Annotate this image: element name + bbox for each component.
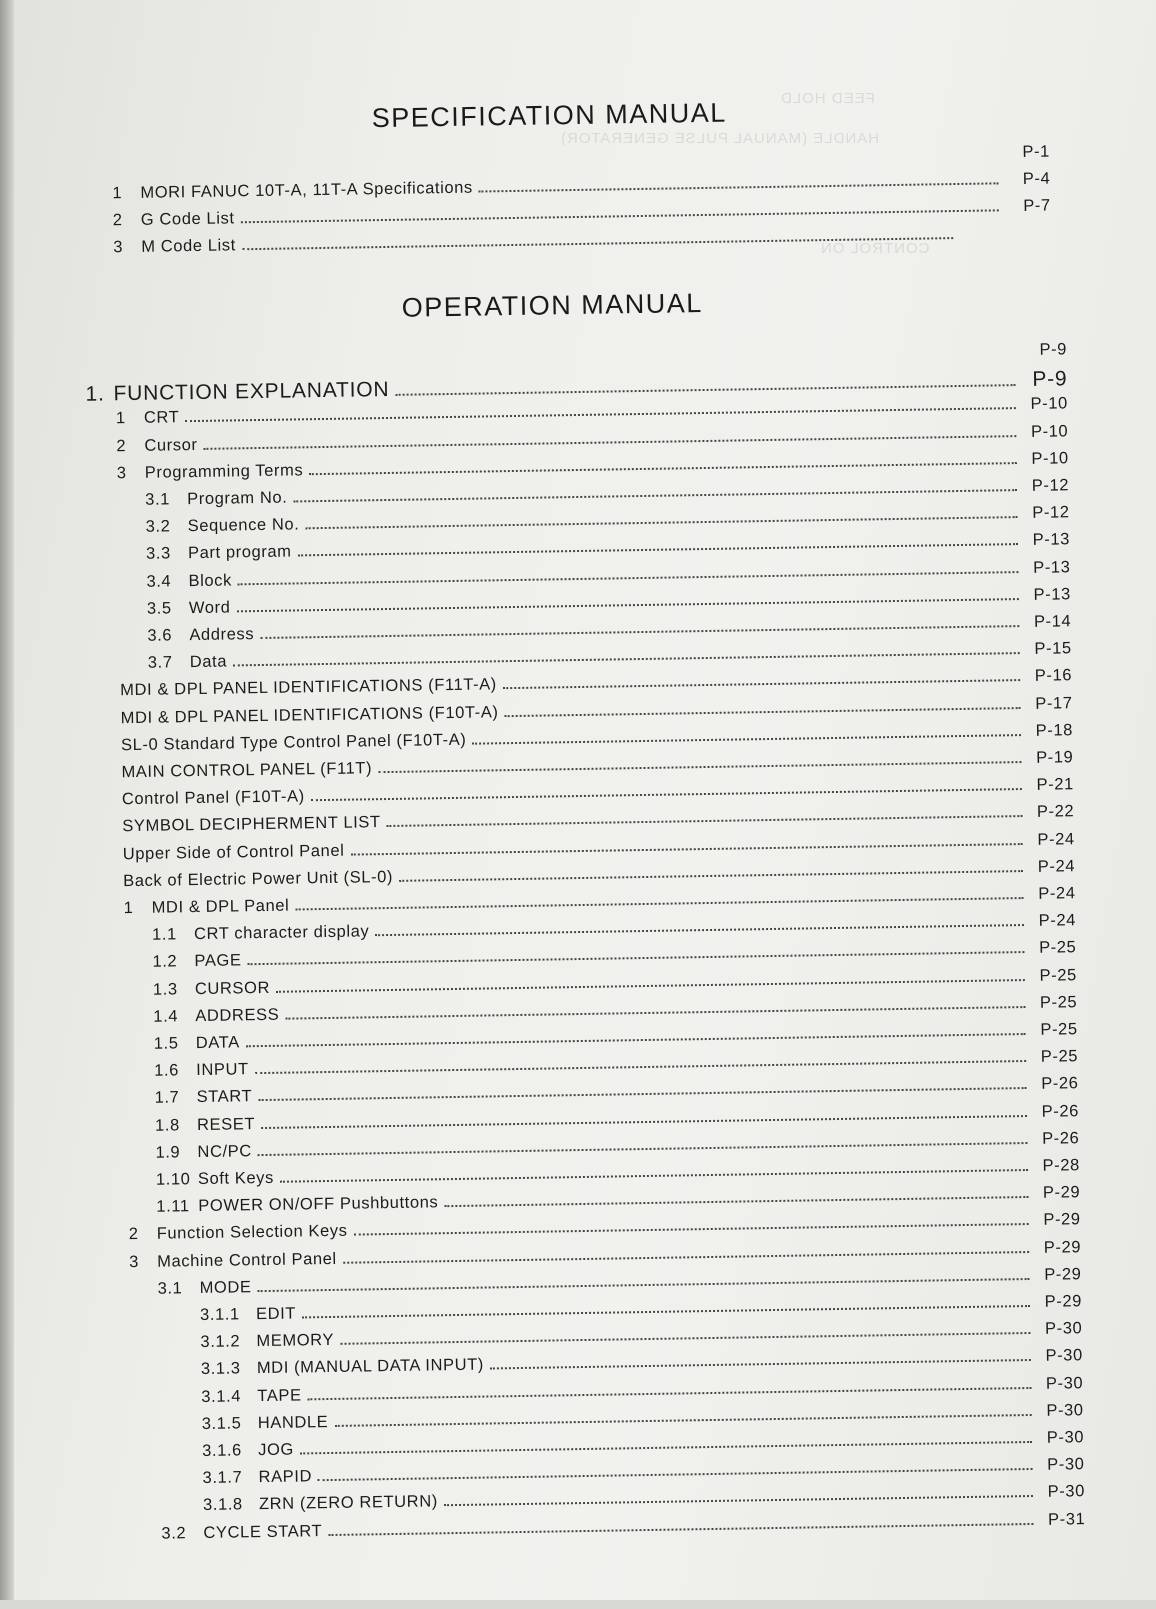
op-number: 1.8 bbox=[154, 1115, 180, 1135]
op-number: 1.10 bbox=[155, 1170, 191, 1189]
leader-dots bbox=[258, 1278, 1030, 1292]
op-title: DATA bbox=[195, 1033, 240, 1053]
op-number: 1. bbox=[85, 382, 105, 406]
op-number: 3 bbox=[116, 463, 127, 483]
op-title: CURSOR bbox=[194, 978, 271, 998]
leader-dots bbox=[505, 707, 1021, 717]
op-title: HANDLE bbox=[257, 1412, 329, 1432]
leader-dots bbox=[503, 679, 1020, 689]
op-page-number: P-29 bbox=[1044, 1264, 1082, 1284]
op-manual-title: OPERATION MANUAL bbox=[401, 288, 703, 323]
leader-dots bbox=[395, 384, 1015, 396]
spec-page-number bbox=[1005, 238, 1051, 239]
leader-dots bbox=[237, 598, 1019, 612]
op-title: JOG bbox=[258, 1440, 295, 1460]
leader-dots bbox=[350, 843, 1022, 856]
spec-title: MORI FANUC 10T-A, 11T-A Specifications bbox=[140, 178, 473, 202]
op-number: 3.1.3 bbox=[200, 1359, 241, 1379]
op-page-number: P-25 bbox=[1040, 1020, 1078, 1039]
leader-dots bbox=[328, 1523, 1033, 1536]
op-title: Data bbox=[189, 652, 228, 672]
bleed-through-text: CONTROL ON bbox=[820, 240, 930, 257]
leader-dots bbox=[472, 734, 1021, 745]
leader-dots bbox=[258, 1087, 1026, 1101]
op-page-number: P-12 bbox=[1032, 503, 1070, 523]
spec-number: 1 bbox=[112, 184, 123, 203]
op-page-number: P-24 bbox=[1038, 884, 1076, 903]
spec-title: M Code List bbox=[141, 236, 237, 256]
op-page-number: P-9 bbox=[1032, 367, 1068, 392]
op-number: 3 bbox=[129, 1252, 140, 1271]
op-title: MODE bbox=[199, 1278, 252, 1297]
op-title: EDIT bbox=[255, 1304, 297, 1324]
op-page-number: P-12 bbox=[1031, 476, 1070, 495]
op-page-number: P-19 bbox=[1035, 748, 1074, 767]
op-title: Address bbox=[189, 625, 255, 645]
op-number: 2 bbox=[128, 1225, 139, 1244]
op-page-number: P-10 bbox=[1031, 449, 1069, 468]
leader-dots bbox=[233, 652, 1020, 666]
op-number: 1.1 bbox=[151, 925, 177, 944]
leader-dots bbox=[298, 543, 1018, 556]
bleed-through-text: FEED HOLD bbox=[780, 90, 875, 107]
spec-page-number: P-7 bbox=[1023, 196, 1051, 215]
leader-dots bbox=[242, 237, 953, 250]
op-title: CRT bbox=[143, 408, 180, 428]
op-number: 3.4 bbox=[146, 571, 172, 591]
leader-dots bbox=[444, 1196, 1028, 1207]
op-title: MDI & DPL PANEL IDENTIFICATIONS (F10T-A) bbox=[120, 702, 499, 727]
op-page-number: P-16 bbox=[1034, 666, 1073, 686]
op-title: PAGE bbox=[194, 951, 242, 971]
op-title: MDI & DPL PANEL IDENTIFICATIONS (F11T-A) bbox=[120, 675, 497, 700]
op-page-number: P-30 bbox=[1046, 1400, 1084, 1420]
op-number: 1.9 bbox=[155, 1143, 181, 1162]
leader-dots bbox=[305, 516, 1017, 529]
op-page-number: P-22 bbox=[1036, 802, 1075, 822]
leader-dots bbox=[241, 209, 999, 223]
op-number: 3.2 bbox=[161, 1523, 187, 1543]
op-title: Word bbox=[188, 598, 231, 617]
op-number: 1 bbox=[123, 899, 134, 918]
leader-dots bbox=[276, 979, 1025, 993]
op-title: TAPE bbox=[257, 1386, 302, 1405]
op-page-number: P-24 bbox=[1037, 829, 1075, 849]
op-number: 1.6 bbox=[154, 1061, 180, 1080]
leader-dots bbox=[258, 1142, 1028, 1156]
op-title: Upper Side of Control Panel bbox=[122, 841, 345, 863]
leader-dots bbox=[378, 761, 1021, 773]
op-page-number: P-28 bbox=[1042, 1156, 1080, 1175]
spec-manual-title: SPECIFICATION MANUAL bbox=[371, 97, 727, 134]
leader-dots bbox=[302, 1305, 1030, 1318]
leader-dots bbox=[343, 1251, 1029, 1264]
op-title: Function Selection Keys bbox=[156, 1222, 348, 1244]
op-page-number: P-21 bbox=[1036, 775, 1074, 795]
op-title: MAIN CONTROL PANEL (F11T) bbox=[121, 759, 373, 782]
op-title: CYCLE START bbox=[203, 1521, 323, 1542]
op-page-number: P-17 bbox=[1035, 693, 1073, 713]
op-number: 3.1 bbox=[145, 490, 171, 509]
op-page-number: P-25 bbox=[1039, 993, 1078, 1012]
op-number: 3.1.6 bbox=[202, 1441, 243, 1461]
op-page-number: P-10 bbox=[1030, 394, 1068, 414]
leader-dots bbox=[260, 625, 1019, 639]
leader-dots bbox=[334, 1414, 1031, 1427]
op-number: 1.5 bbox=[153, 1034, 179, 1053]
leader-dots bbox=[490, 1359, 1031, 1369]
op-page-number: P-25 bbox=[1038, 938, 1077, 958]
leader-dots bbox=[295, 897, 1023, 910]
op-title: Machine Control Panel bbox=[157, 1249, 337, 1271]
op-title: Sequence No. bbox=[187, 515, 300, 536]
leader-dots bbox=[185, 407, 1016, 422]
spec-title: G Code List bbox=[140, 209, 235, 229]
op-number: 1.2 bbox=[152, 952, 178, 972]
op-page-number: P-29 bbox=[1043, 1237, 1082, 1257]
leader-dots bbox=[285, 1006, 1025, 1020]
op-page-number: P-13 bbox=[1032, 557, 1071, 577]
op-page-number: P-30 bbox=[1047, 1482, 1086, 1502]
op-title: Part program bbox=[187, 542, 292, 563]
op-number: 3.1.1 bbox=[199, 1305, 240, 1325]
op-number: 1.3 bbox=[152, 979, 178, 999]
op-number: 3.1.7 bbox=[202, 1468, 243, 1488]
leader-dots bbox=[293, 489, 1017, 502]
op-page-number: P-24 bbox=[1037, 857, 1076, 876]
op-page-number: P-29 bbox=[1044, 1292, 1083, 1311]
op-page-number: P-30 bbox=[1045, 1346, 1083, 1366]
op-title: RESET bbox=[196, 1114, 256, 1134]
op-page-number: P-30 bbox=[1047, 1455, 1085, 1474]
op-page-number: P-25 bbox=[1040, 1047, 1079, 1066]
op-title: CRT character display bbox=[193, 922, 370, 944]
op-title: POWER ON/OFF Pushbuttons bbox=[198, 1193, 439, 1216]
op-page-number: P-26 bbox=[1041, 1074, 1079, 1094]
leader-dots bbox=[204, 435, 1017, 450]
leader-dots bbox=[399, 870, 1023, 882]
op-number: 3.1 bbox=[157, 1279, 183, 1298]
leader-dots bbox=[311, 788, 1022, 801]
leader-dots bbox=[479, 182, 999, 192]
op-title: Back of Electric Power Unit (SL-0) bbox=[123, 867, 394, 890]
op-page-number: P-31 bbox=[1047, 1509, 1086, 1529]
op-page-number: P-14 bbox=[1033, 612, 1072, 631]
op-page-number: P-9 bbox=[1039, 340, 1068, 359]
op-title: Programming Terms bbox=[144, 461, 304, 482]
leader-dots bbox=[387, 815, 1023, 827]
op-page-number: P-25 bbox=[1039, 965, 1077, 985]
op-page-number: P-26 bbox=[1041, 1128, 1080, 1148]
leader-dots bbox=[354, 1223, 1029, 1236]
op-page-number: P-13 bbox=[1032, 530, 1071, 550]
op-number: 3.1.4 bbox=[201, 1386, 242, 1406]
op-number: 3.3 bbox=[145, 544, 171, 564]
op-page-number: P-30 bbox=[1044, 1319, 1083, 1338]
op-number: 2 bbox=[116, 436, 127, 455]
op-page-number: P-13 bbox=[1033, 585, 1071, 604]
op-title: START bbox=[196, 1087, 253, 1107]
op-title: MDI & DPL Panel bbox=[151, 896, 290, 917]
op-title: MEMORY bbox=[256, 1331, 335, 1351]
op-title: Block bbox=[188, 571, 233, 590]
spec-page-number: P-1 bbox=[1022, 142, 1051, 161]
op-title: SL-0 Standard Type Control Panel (F10T-A) bbox=[120, 730, 467, 754]
op-title: FUNCTION EXPLANATION bbox=[113, 378, 390, 406]
op-number: 1.7 bbox=[154, 1088, 180, 1108]
leader-dots bbox=[280, 1169, 1028, 1183]
op-number: 3.2 bbox=[145, 517, 171, 536]
leader-dots bbox=[238, 571, 1019, 585]
leader-dots bbox=[255, 1060, 1026, 1074]
op-title: MDI (MANUAL DATA INPUT) bbox=[256, 1355, 485, 1378]
op-title: SYMBOL DECIPHERMENT LIST bbox=[122, 813, 381, 836]
op-title: RAPID bbox=[258, 1467, 313, 1487]
leader-dots bbox=[308, 1387, 1032, 1400]
leader-dots bbox=[375, 924, 1024, 936]
leader-dots bbox=[444, 1495, 1033, 1506]
op-number: 3.7 bbox=[147, 653, 173, 672]
leader-dots bbox=[309, 462, 1017, 475]
leader-dots bbox=[318, 1468, 1033, 1481]
op-page-number: P-30 bbox=[1045, 1373, 1084, 1393]
op-number: 3.5 bbox=[146, 599, 172, 618]
bleed-through-text: HANDLE (MANUAL PULSE GENERATOR) bbox=[560, 130, 880, 147]
op-title: Soft Keys bbox=[197, 1168, 275, 1189]
op-number: 3.1.8 bbox=[202, 1495, 243, 1515]
op-page-number: P-30 bbox=[1046, 1428, 1085, 1447]
op-page-number: P-24 bbox=[1038, 911, 1077, 930]
op-title: NC/PC bbox=[197, 1141, 252, 1161]
spec-number: 3 bbox=[113, 238, 124, 257]
op-title: Control Panel (F10T-A) bbox=[121, 787, 305, 809]
op-page-number: P-18 bbox=[1035, 721, 1074, 740]
op-page-number: P-15 bbox=[1034, 639, 1072, 659]
op-number: 1 bbox=[115, 409, 126, 428]
spec-number: 2 bbox=[112, 211, 123, 230]
op-page-number: P-29 bbox=[1042, 1183, 1081, 1202]
op-title: Cursor bbox=[144, 435, 198, 455]
op-title: ADDRESS bbox=[195, 1005, 280, 1025]
leader-dots bbox=[340, 1332, 1030, 1345]
op-title: INPUT bbox=[196, 1060, 249, 1080]
op-page-number: P-29 bbox=[1043, 1210, 1081, 1230]
op-page-number: P-26 bbox=[1041, 1101, 1080, 1121]
op-number: 3.1.5 bbox=[201, 1414, 242, 1433]
op-number: 3.6 bbox=[147, 626, 173, 645]
op-number: 1.11 bbox=[156, 1197, 190, 1216]
op-page-number: P-10 bbox=[1030, 421, 1069, 441]
leader-dots bbox=[248, 951, 1025, 965]
op-number: 1.4 bbox=[153, 1007, 179, 1026]
leader-dots bbox=[261, 1115, 1027, 1129]
op-number: 3.1.2 bbox=[200, 1332, 241, 1352]
leader-dots bbox=[246, 1033, 1026, 1047]
op-title: ZRN (ZERO RETURN) bbox=[258, 1492, 439, 1514]
leader-dots bbox=[300, 1441, 1032, 1455]
op-title: Program No. bbox=[187, 488, 288, 509]
spec-page-number: P-4 bbox=[1022, 169, 1051, 188]
